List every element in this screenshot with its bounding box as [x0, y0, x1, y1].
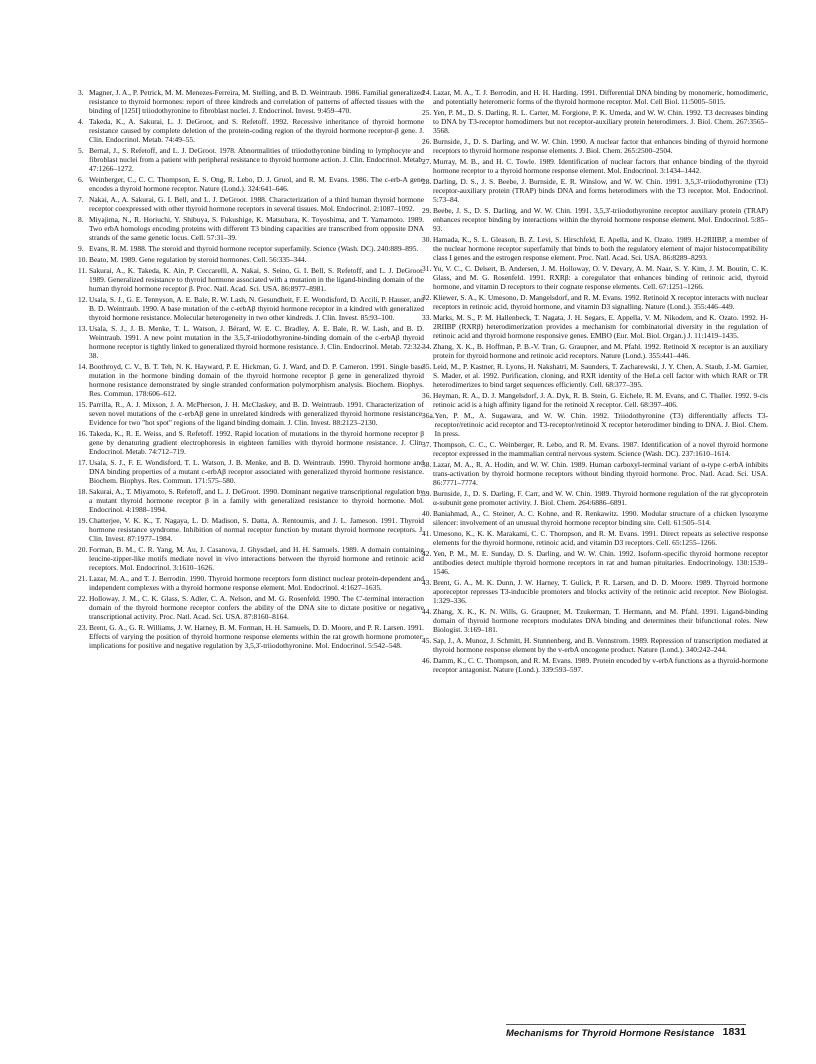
reference-number: 44.	[422, 606, 432, 616]
reference-number: 25.	[422, 107, 432, 117]
reference-number: 33.	[422, 312, 432, 322]
reference-number: 30.	[422, 234, 432, 244]
reference-text: Umesono, K., K. K. Marakami, C. C. Thompson, and R. M. Evans. 1991. Direct repeats as selective response elements for the thyroid hormone, retinoic acid, and vitamin D3 receptors. Cell. 65:1255–1266.	[433, 528, 768, 547]
reference-column-right	[422, 88, 768, 676]
reference-text: Takeda, K., R. E. Weiss, and S. Refetoff. 1992. Rapid location of mutations in the thyroid hormone receptor β gene by denaturing gradient electrophoresis in eighteen families with thyroid hormone resistance. J. Clin. Endocrinol. Metab. 74:712–719.	[89, 429, 424, 457]
running-title: Mechanisms for Thyroid Hormone Resistance	[506, 1027, 715, 1038]
reference-number: 23.	[78, 623, 88, 633]
reference-text: Lazar, M. A., and T. J. Berrodin. 1990. Thyroid hormone receptors form distinct nuclear protein-dependent and independent complexes with a thyroid hormone response element. Mol. Endocrinol. 4:1627–1635.	[89, 574, 424, 593]
reference-entry	[422, 460, 768, 487]
reference-entry	[78, 266, 424, 293]
reference-number: 3.	[78, 88, 84, 97]
reference-entry	[422, 549, 768, 576]
reference-entry	[78, 146, 424, 173]
reference-number: 4.	[78, 117, 84, 127]
reference-entry	[78, 429, 424, 456]
reference-text: Zhang, X. K., K. N. Wills, G. Graupner, M. Tzukerman, T. Hermann, and M. Pfahl. 1991. Ligand-binding domain of thyroid hormone receptors modulates DNA binding and determines their bifunctional roles. New Biologist. 3:169–181.	[433, 606, 768, 634]
reference-text: Beato, M. 1989. Gene regulation by steroid hormones. Cell. 56:335–344.	[89, 254, 307, 264]
reference-entry	[422, 362, 768, 389]
reference-text: Sakurai, A., T. Miyamoto, S. Refetoff, and L. J. DeGroot. 1990. Dominant negative transcriptional regulation by a mutant thyroid hormone receptor β in a family with generalized resistance to thyroid hormone. Mol. Endocrinol. 4:1988–1994.	[89, 487, 424, 515]
reference-number: 22.	[78, 594, 88, 604]
reference-text: Yen, P. M., A. Sugawara, and W. W. Chin. 1992. Triiodothyronine (T3) differentially affects T3-receptor/retinoic acid receptor and T3-receptor/retinoid X receptor heterodimer binding to DNA. J. Biol. Chem. In press.	[434, 410, 768, 439]
reference-number: 41.	[422, 528, 432, 538]
reference-entry	[422, 177, 768, 204]
reference-number: 19.	[78, 516, 88, 526]
reference-text: Forman, B. M., C. R. Yang, M. Au, J. Casanova, J. Ghysdael, and H. H. Samuels. 1989. A domain containing leucine-zipper-like motifs mediate novel in vivo interactions between the thyroid hormone and retinoic acid receptors. Mol. Endocrinol. 3:1610–1626.	[89, 545, 424, 573]
reference-entry	[422, 656, 768, 674]
reference-number: 38.	[422, 459, 432, 469]
reference-entry	[422, 88, 768, 106]
reference-text: Magner, J. A., P. Petrick, M. M. Menezes-Ferreira, M. Stelling, and B. D. Weintraub. 1986. Familial generalized resistance to thyroid hormones: report of three kindreds and correlation of patterns of affected tissues with the binding of [125I] triiodothyronine to fibroblast nuclei. J. Endocrinol. Invest. 9:459–470.	[89, 88, 424, 116]
reference-entry	[78, 117, 424, 144]
reference-entry	[422, 313, 768, 340]
reference-number: 13.	[78, 323, 88, 333]
reference-text: Takeda, K., A. Sakurai, L. J. DeGroot, and S. Refetoff. 1992. Recessive inheritance of thyroid hormone resistance caused by complete deletion of the protein-coding region of the thyroid hormone receptor-β gene. J. Clin. Endocrinol. Metab. 74:49–55.	[89, 117, 424, 145]
reference-text: Kliewer, S. A., K. Umesono, D. Mangelsdorf, and R. M. Evans. 1992. Retinoid X receptor interacts with nuclear receptors in retinoic acid, thyroid hormone, and vitamin D3 signalling. Nature (Lond.). 355:446–449.	[433, 292, 768, 312]
reference-number: 18.	[78, 487, 88, 497]
reference-text: Parrilla, R., A. J. Mixson, J. A. McPherson, J. H. McClaskey, and B. D. Weintraub. 1991. Characterization of seven novel mutations of the c-erbAβ gene in unrelated kindreds with generalized thyroid hormone resistance. Evidence for two "hot spot" regions of the ligand binding domain. J. Clin. Invest. 88:2123–2130.	[89, 400, 424, 428]
reference-entry	[422, 157, 768, 175]
reference-text: Heyman, R. A., D. J. Mangelsdorf, J. A. Dyk, R. B. Stein, G. Eichele, R. M. Evans, and C. Thaller. 1992. 9-cis retinoic acid is a high affinity ligand for the retinoid X receptor. Cell. 68:397–406.	[433, 390, 768, 409]
reference-text: Zhang, X. K., B. Hoffman, P. B.-V. Tran, G. Graupner, and M. Pfahl. 1992. Retinoid X receptor is an auxiliary protein for thyroid hormone and retinoic acid receptors. Nature (Lond.). 355:441–446.	[433, 341, 768, 361]
reference-entry	[422, 108, 768, 135]
reference-number: 11.	[78, 265, 88, 275]
reference-text: Sakurai, A., K. Takeda, K. Ain, P. Ceccarelli, A. Nakai, S. Seino, G. I. Bell, S. Refetoff, and L. J. DeGroot. 1989. Generalized resistance to thyroid hormone associated with a mutation in the ligand-binding domain of the human thyroid hormone receptor β. Proc. Natl. Acad. Sci. USA. 86:8977–8981.	[89, 265, 424, 293]
reference-text: Darling, D. S., J. S. Beebe, J. Burnside, E. R. Winslow, and W. W. Chin. 1991. 3,5,3'-triiodothyronine (T3) receptor-auxiliary protein (TRAP) binds DNA and forms heterodimers with the T3 receptor. Mol. Endocrinol. 5:73–84.	[433, 176, 768, 205]
reference-entry	[422, 509, 768, 527]
reference-number: 6.	[78, 175, 84, 185]
reference-text: Miyajima, N., R. Horiuchi, Y. Shibuya, S. Fukushige, K. Matsubara, K. Toyoshima, and T. Yamamoto. 1989. Two erbA homologs encoding proteins with different T3 binding capacities are transcribed from opposite DNA strands of the same genetic locus. Cell. 57:31–39.	[89, 214, 424, 243]
reference-text: Marks, M. S., P. M. Hallenbeck, T. Nagata, J. H. Segars, E. Appella, V. M. Nikodem, and K. Ozato. 1992. H-2RIIBP (RXRβ) heterodimerization provides a mechanism for combinatorial diversity in the regulation of retinoic acid and thyroid hormone responsive genes. EMBO (Eur. Mol. Biol. Organ.) J. 11:1419–1435.	[433, 312, 768, 341]
reference-number: 15.	[78, 400, 88, 409]
reference-number: 39.	[422, 488, 432, 498]
reference-number: 12.	[78, 294, 88, 304]
reference-entry	[78, 594, 424, 621]
reference-entry	[422, 235, 768, 262]
reference-entry	[78, 516, 424, 543]
reference-entry	[422, 137, 768, 155]
reference-text: Burnside, J., D. S. Darling, and W. W. Chin. 1990. A nuclear factor that enhances binding of thyroid hormone receptors to thyroid hormone response elements. J. Biol. Chem. 265:2500–2504.	[433, 136, 768, 156]
reference-number: 40.	[422, 508, 432, 518]
reference-number: 9.	[78, 244, 84, 253]
reference-number: 31.	[422, 263, 432, 273]
reference-entry	[422, 440, 768, 458]
reference-text: Thompson, C. C., C. Weinberger, R. Lebo, and R. M. Evans. 1987. Identification of a novel thyroid hormone receptor expressed in the mammalian central nervous system. Science (Wash. DC). 237:1610–1614.	[433, 439, 768, 458]
reference-entry	[78, 400, 424, 427]
reference-number: 34.	[422, 341, 432, 351]
reference-entry	[78, 195, 424, 213]
reference-text: Yen, P. M., D. S. Darling, R. L. Carter, M. Forgione, P. K. Umeda, and W. W. Chin. 1992. T3 decreases binding to DNA by T3-receptor homodimers but not receptor-auxiliary protein heterodimers. J. Biol. Chem. 267:3565–3568.	[433, 107, 768, 136]
page-footer	[506, 1024, 746, 1039]
reference-text: Yu, V. C., C. Delsert, B. Andersen, J. M. Holloway, O. V. Devary, A. M. Naar, S. Y. Kim, J. M. Boutin, C. K. Glass, and M. G. Rosenfeld. 1991. RXRβ: a coregulator that enhances binding of retinoic acid, thyroid hormone, and vitamin D receptors to their cognate response elements. Cell. 67:1251–1266.	[433, 263, 768, 292]
reference-number: 45.	[422, 635, 432, 645]
reference-text: Leid, M., P. Kastner, R. Lyons, H. Nakshatri, M. Saunders, T. Zacharewski, J. Y. Chen, A. Staub, J.-M. Garnier, S. Mader, et al. 1992. Purification, cloning, and RXR identity of the HeLa cell factor with which RAR or TR heterodimerizes to bind target sequences efficiently. Cell. 68:377–395.	[433, 361, 768, 390]
reference-text: Sap, J., A. Munoz, J. Schmitt, H. Stunnenberg, and B. Vennstrom. 1989. Repression of transcription mediated at thyroid hormone response element by the v-erbA oncogene product. Nature (Lond.). 340:242–244.	[433, 635, 768, 654]
reference-text: Usala, S. J., J. B. Menke, T. L. Watson, J. Bérard, W. E. C. Bradley, A. E. Bale, R. W. Lash, and B. D. Weintraub. 1991. A new point mutation in the 3,5,3'-triiodothyronine-binding domain of the c-erbAβ thyroid hormone receptor is tightly linked to generalized thyroid hormone resistance. J. Clin. Endocrinol. Metab. 72:32–38.	[89, 323, 424, 361]
reference-entry	[78, 487, 424, 514]
reference-entry	[78, 362, 424, 398]
reference-number: 28.	[422, 176, 432, 186]
page-number: 1831	[722, 1026, 746, 1038]
reference-number: 21.	[78, 574, 88, 584]
reference-number: 42.	[422, 548, 432, 558]
reference-number: 14.	[78, 361, 88, 371]
reference-text: Lazar, M. A., R. A. Hodin, and W. W. Chin. 1989. Human carboxyl-terminal variant of α-type c-erbA inhibits trans-activation by thyroid hormone receptors without binding thyroid hormone. Proc. Natl. Acad. Sci. USA. 86:7771–7774.	[433, 459, 768, 487]
reference-number: 8.	[78, 214, 84, 224]
reference-number: 26.	[422, 136, 432, 146]
reference-number: 37.	[422, 439, 432, 449]
reference-text: Nakai, A., A. Sakurai, G. I. Bell, and L. J. DeGroot. 1988. Characterization of a third human thyroid hormone receptor coexpressed with other thyroid hormone receptors in several tissues. Mol. Endocrinol. 2:1087–1092.	[89, 195, 424, 214]
reference-text: Hamada, K., S. L. Gleason, B. Z. Levi, S. Hirschfeld, E. Apella, and K. Ozato. 1989. H-2RIIBP, a member of the nuclear hormone receptor superfamily that binds to both the regulatory element of major histocompatibility class I genes and the estrogen response element. Proc. Natl. Acad. Sci. USA. 86:8289–8293.	[433, 234, 768, 263]
reference-entry	[422, 206, 768, 233]
reference-entry	[78, 574, 424, 592]
reference-number: 46.	[422, 655, 432, 665]
reference-entry	[78, 88, 424, 115]
reference-entry	[422, 342, 768, 360]
reference-entry	[422, 636, 768, 654]
reference-text: Yen, P. M., M. E. Sunday, D. S. Darling, and W. W. Chin. 1992. Isoform-specific thyroid hormone receptor antibodies detect multiple thyroid hormone receptors in rat and human pituitaries. Endocrinology. 130:1539–1546.	[433, 548, 768, 576]
reference-text: Burnside, J., D. S. Darling, F. Carr, and W. W. Chin. 1989. Thyroid hormone regulation of the rat glycoprotein α-subunit gene promoter activity. J. Biol. Chem. 264:6886–6891.	[433, 488, 768, 507]
reference-entry	[78, 175, 424, 193]
reference-number: 20.	[78, 545, 88, 555]
reference-entry	[422, 489, 768, 507]
reference-entry	[422, 411, 768, 438]
reference-number: 36a.	[422, 410, 435, 420]
reference-entry	[422, 391, 768, 409]
reference-number: 24.	[422, 88, 432, 97]
reference-text: Brent, G. A., M. K. Dunn, J. W. Harney, T. Gulick, P. R. Larsen, and D. D. Moore. 1989. Thyroid hormone aporeceptor represses T3-inducible promoters and blocks activity of the retinoic acid receptor. New Biologist. 1:329–336.	[433, 577, 768, 605]
reference-number: 17.	[78, 458, 88, 468]
reference-number: 5.	[78, 146, 84, 156]
reference-entry	[422, 529, 768, 547]
reference-entry	[78, 244, 424, 253]
reference-number: 27.	[422, 156, 432, 166]
reference-entry	[78, 295, 424, 322]
reference-text: Beebe, J. S., D. S. Darling, and W. W. Chin. 1991. 3,5,3'-triiodothyronine receptor auxiliary protein (TRAP) enhances receptor binding by interactions within the thyroid hormone response element. Mol. Endocrinol. 5:85–93.	[433, 205, 768, 234]
reference-number: 10.	[78, 254, 88, 264]
reference-text: Usala, S. J., G. E. Tennyson, A. E. Bale, R. W. Lash, N. Gesundheit, F. E. Wondisford, D. Accili, P. Hauser, and B. D. Weintraub. 1990. A base mutation of the c-erbAβ thyroid hormone receptor in a kindred with generalized thyroid hormone resistance. Molecular heterogeneity in two other kindreds. J. Clin. Invest. 85:93–100.	[89, 294, 424, 322]
reference-entry	[78, 255, 424, 264]
reference-entry	[78, 623, 424, 650]
reference-text: Baniahmad, A., C. Steiner, A. C. Kohne, and R. Renkawitz. 1990. Modular structure of a chicken lysozyme silencer: involvement of an unusual thyroid hormone receptor binding site. Cell. 61:505–514.	[433, 508, 768, 527]
reference-number: 35.	[422, 361, 432, 371]
reference-number: 29.	[422, 205, 432, 215]
reference-column-left	[78, 88, 424, 652]
reference-entry	[78, 545, 424, 572]
reference-entry	[78, 215, 424, 242]
reference-entry	[78, 458, 424, 485]
reference-entry	[422, 293, 768, 311]
reference-number: 16.	[78, 429, 88, 439]
reference-number: 32.	[422, 292, 432, 302]
reference-text: Holloway, J. M., C. K. Glass, S. Adler, C. A. Nelson, and M. G. Rosenfeld. 1990. The C'-terminal interaction domain of the thyroid hormone receptor confers the ability of the DNA site to dictate positive or negative transcriptional activity. Proc. Natl. Acad. Sci. USA. 87:8160–8164.	[89, 594, 424, 622]
reference-text: Brent, G. A., G. R. Williams, J. W. Harney, B. M. Forman, H. H. Samuels, D. D. Moore, and P. R. Larsen. 1991. Effects of varying the position of thyroid hormone response elements within the rat growth hormone promoter: implications for positive and negative regulation by 3,5,3'-triiodothyronine. Mol. Endocrinol. 5:542–548.	[89, 623, 424, 651]
reference-number: 7.	[78, 195, 84, 205]
reference-number: 43.	[422, 577, 432, 587]
reference-number: 36.	[422, 390, 432, 400]
reference-text: Damm, K., C. C. Thompson, and R. M. Evans. 1989. Protein encoded by v-erbA functions as a thyroid-hormone receptor antagonist. Nature (Lond.). 339:593–597.	[433, 655, 768, 674]
reference-text: Boothroyd, C. V., B. T. Teh, N. K. Hayward, P. E. Hickman, G. J. Ward, and D. P. Cameron. 1991. Single base mutation in the hormone binding domain of the thyroid hormone receptor β gene in generalized thyroid hormone resistance demonstrated by single stranded conformation polymorphism analysis. Biochem. Biophys. Res. Commun. 178:606–612.	[89, 361, 424, 399]
reference-text: Chatterjee, V. K. K., T. Nagaya, L. D. Madison, S. Datta, A. Rentoumis, and J. L. Jameson. 1991. Thyroid hormone resistance syndrome. Inhibition of normal receptor function by mutant thyroid hormone receptors. J. Clin. Invest. 87:1977–1984.	[89, 516, 424, 544]
reference-entry	[422, 607, 768, 634]
reference-text: Bernal, J., S. Refetoff, and L. J. DeGroot. 1978. Abnormalities of triiodothyronine binding to lymphocyte and fibroblast nuclei from a patient with peripheral resistance to thyroid hormone action. J. Clin. Endocrinol. Metab. 47:1266–1272.	[89, 146, 424, 174]
reference-text: Murray, M. B., and H. C. Towle. 1989. Identification of nuclear factors that enhance binding of the thyroid hormone receptor to a thyroid hormone response element. Mol. Endocrinol. 3:1434–1442.	[433, 156, 768, 175]
reference-entry	[78, 324, 424, 360]
reference-entry	[422, 578, 768, 605]
reference-text: Lazar, M. A., T. J. Berrodin, and H. H. Harding. 1991. Differential DNA binding by monomeric, homodimeric, and potentially heteromeric forms of the thyroid hormone receptor. Mol. Cell Biol. 11:5005–5015.	[433, 88, 768, 107]
reference-text: Weinberger, C., C. C. Thompson, E. S. Ong, R. Lebo, D. J. Gruol, and R. M. Evans. 1986. The c-erb-A gene encodes a thyroid hormone receptor. Nature (Lond.). 324:641–646.	[89, 175, 424, 194]
reference-text: Evans, R. M. 1988. The steroid and thyroid hormone receptor superfamily. Science (Wash. DC). 240:889–895.	[89, 244, 419, 253]
reference-text: Usala, S. J., F. E. Wondisford, T. L. Watson, J. B. Menke, and B. D. Weintraub. 1990. Thyroid hormone and DNA binding properties of a mutant c-erbAβ receptor associated with generalized thyroid hormone resistance. Biochem. Biophys. Res. Commun. 171:575–580.	[89, 458, 424, 486]
reference-entry	[422, 264, 768, 291]
